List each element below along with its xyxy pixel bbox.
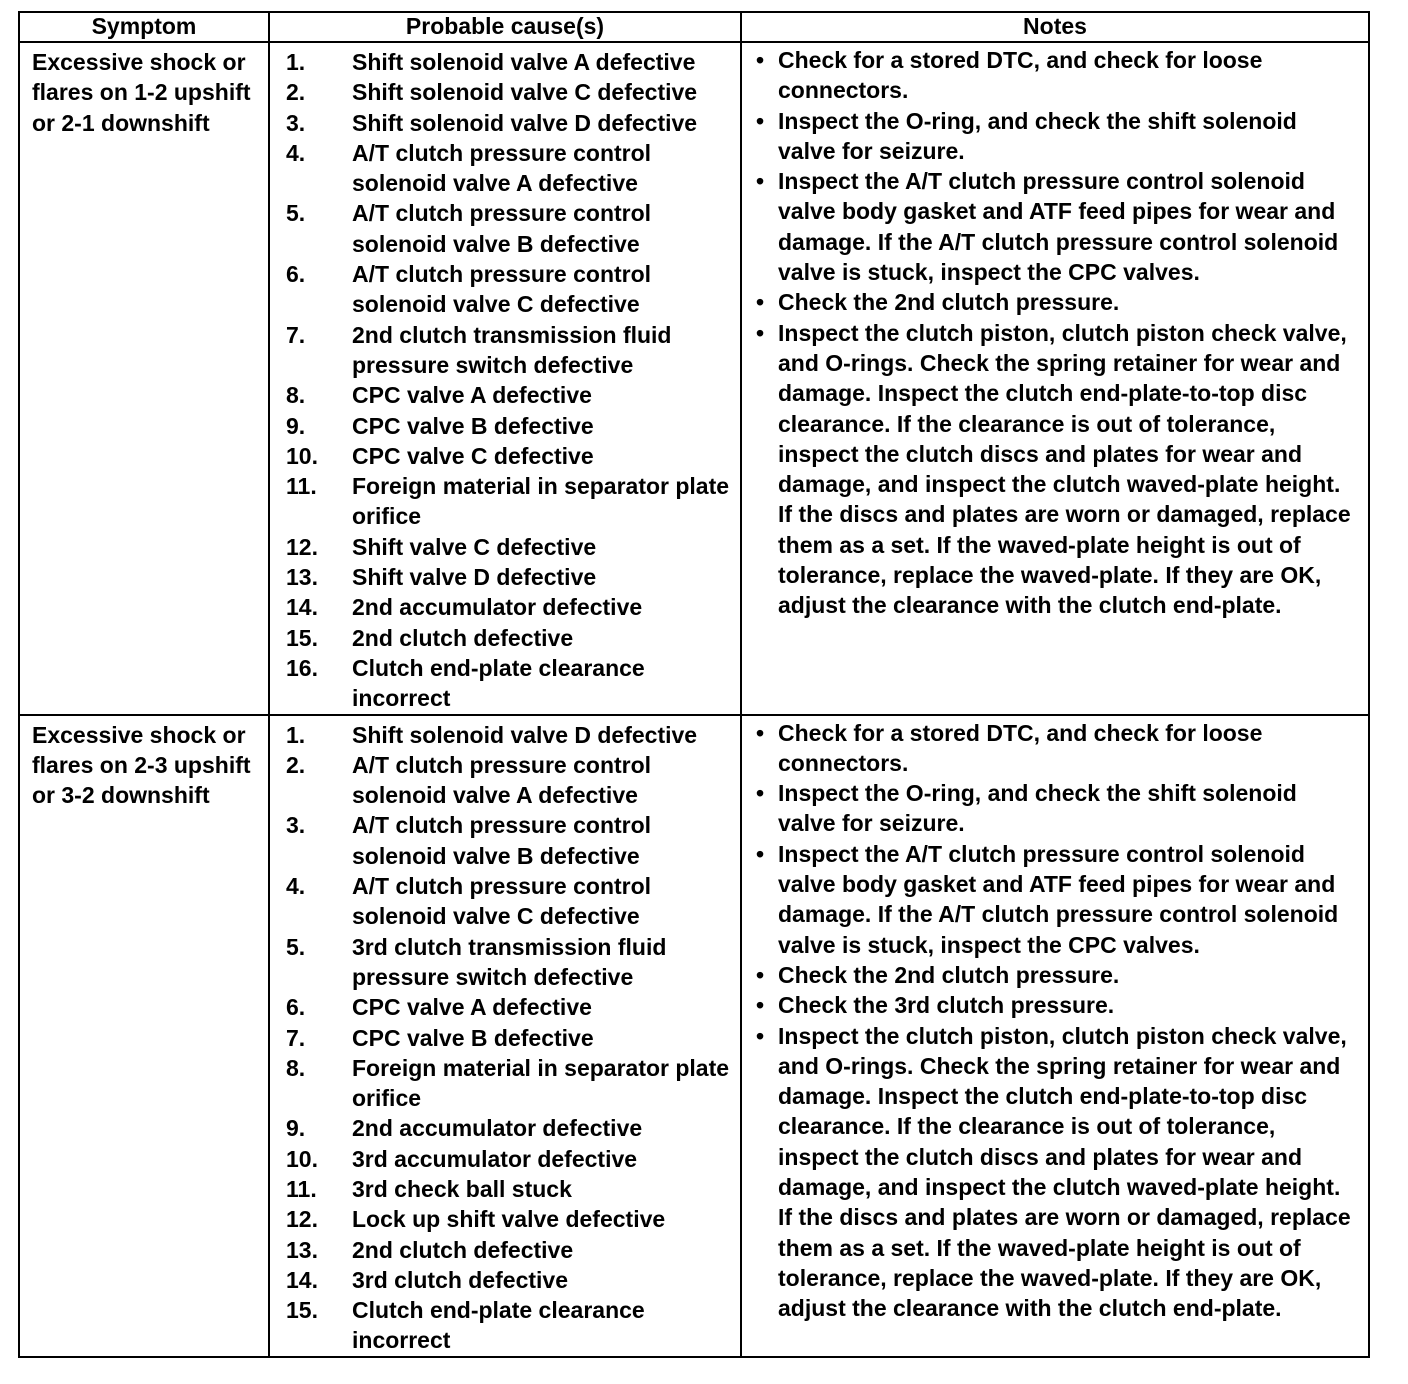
cause-item — [270, 1023, 740, 1053]
note-item — [756, 287, 1356, 317]
symptom-text: Excessive shock or flares on 2-3 upshift or 3-2 downshift — [32, 721, 251, 809]
probable-causes-header: Probable cause(s) — [269, 12, 741, 42]
cause-number: 13. — [286, 1236, 318, 1263]
notes-cell — [741, 42, 1369, 715]
cause-number: 14. — [286, 1266, 318, 1293]
cause-text: 3rd check ball stuck — [352, 1175, 572, 1202]
cause-number: 11. — [286, 473, 317, 500]
note-text: Inspect the A/T clutch pressure control solenoid valve body gasket and ATF feed pipes for wear and damage. If the A/T clutch pressure control solenoid valve is stuck, inspect the CPC valves. — [778, 168, 1339, 286]
cause-item — [270, 1295, 740, 1356]
note-item — [756, 960, 1356, 990]
cause-text: A/T clutch pressure control solenoid valve C defective — [352, 261, 652, 318]
bullet-icon: • — [756, 719, 765, 746]
cause-number: 1. — [286, 721, 306, 748]
cause-item — [270, 1053, 740, 1114]
cause-number: 8. — [286, 382, 306, 409]
cause-item — [270, 1204, 740, 1234]
notes-list — [742, 43, 1368, 621]
bullet-icon: • — [756, 1022, 765, 1049]
symptom-cell — [19, 715, 269, 1357]
note-item — [756, 839, 1356, 960]
note-text: Inspect the O-ring, and check the shift solenoid valve for seizure. — [778, 107, 1297, 164]
cause-number: 2. — [286, 751, 306, 778]
cause-number: 15. — [286, 1297, 318, 1324]
note-item — [756, 778, 1356, 839]
cause-text: A/T clutch pressure control solenoid valve B defective — [352, 812, 652, 869]
note-item — [756, 718, 1356, 779]
symptom-text: Excessive shock or flares on 1-2 upshift or 2-1 downshift — [32, 49, 251, 136]
cause-text: 3rd clutch defective — [352, 1266, 569, 1293]
note-item — [756, 318, 1356, 621]
cause-item — [270, 1113, 740, 1143]
cause-item — [270, 380, 740, 410]
cause-text: A/T clutch pressure control solenoid valve C defective — [352, 873, 652, 930]
cause-number: 6. — [286, 261, 306, 288]
cause-item — [270, 259, 740, 320]
cause-item — [270, 810, 740, 871]
cause-text: Shift solenoid valve D defective — [352, 109, 698, 136]
cause-text: 2nd accumulator defective — [352, 1115, 643, 1142]
cause-text: Clutch end-plate clearance incorrect — [352, 654, 645, 712]
table-row — [19, 42, 1369, 715]
cause-list — [270, 43, 740, 714]
cause-number: 4. — [286, 873, 306, 900]
note-text: Check for a stored DTC, and check for loose connectors. — [778, 47, 1263, 104]
cause-number: 6. — [286, 994, 306, 1021]
cause-text: CPC valve A defective — [352, 994, 592, 1021]
note-item — [756, 1021, 1356, 1324]
bullet-icon: • — [756, 961, 765, 988]
cause-item — [270, 932, 740, 993]
cause-text: Foreign material in separator plate orifice — [352, 473, 730, 530]
cause-text: A/T clutch pressure control solenoid valve B defective — [352, 200, 652, 257]
cause-item — [270, 720, 740, 750]
note-item — [756, 106, 1356, 167]
cause-text: Shift valve C defective — [352, 533, 597, 560]
cause-text: 3rd accumulator defective — [352, 1145, 638, 1172]
cause-number: 15. — [286, 624, 318, 651]
header-row — [19, 12, 1369, 42]
cause-item — [270, 1174, 740, 1204]
cause-text: Shift solenoid valve A defective — [352, 49, 696, 75]
cause-number: 9. — [286, 412, 306, 439]
cause-number: 12. — [286, 1206, 318, 1233]
bullet-icon: • — [756, 780, 765, 807]
cause-list — [270, 716, 740, 1356]
bullet-icon: • — [756, 47, 765, 73]
cause-item — [270, 1265, 740, 1295]
cause-number: 9. — [286, 1115, 306, 1142]
bullet-icon: • — [756, 168, 765, 195]
note-text: Inspect the clutch piston, clutch piston check valve, and O-rings. Check the spring retainer for wear and damage. Inspect the clutch end-plate-to-top disc clearance. If the clearance is out of tolerance, inspect the clutch discs and plates for wear and damage, and inspect the clutch waved-plate height. If the discs and plates are worn or damaged, replace them as a set. If the waved-plate height is out of tolerance, replace the waved-plate. If they are OK, adjust the clearance with the clutch end-plate. — [778, 319, 1351, 619]
notes-cell — [741, 715, 1369, 1357]
cause-text: CPC valve C defective — [352, 442, 594, 469]
notes-header: Notes — [741, 12, 1369, 42]
cause-item — [270, 77, 740, 107]
cause-number: 5. — [286, 200, 306, 227]
cause-text: Clutch end-plate clearance incorrect — [352, 1297, 645, 1354]
note-item — [756, 166, 1356, 287]
cause-item — [270, 471, 740, 532]
note-item — [756, 990, 1356, 1020]
cause-text: 2nd clutch transmission fluid pressure switch defective — [352, 321, 672, 378]
cause-number: 5. — [286, 933, 306, 960]
note-text: Inspect the O-ring, and check the shift solenoid valve for seizure. — [778, 780, 1297, 837]
cause-number: 11. — [286, 1175, 317, 1202]
bullet-icon: • — [756, 289, 765, 316]
cause-text: A/T clutch pressure control solenoid valve A defective — [352, 139, 652, 197]
cause-item — [270, 47, 740, 77]
notes-list — [742, 716, 1368, 1324]
cause-item — [270, 871, 740, 932]
note-item — [756, 45, 1356, 106]
cause-item — [270, 108, 740, 138]
cause-item — [270, 138, 740, 199]
note-text: Check the 3rd clutch pressure. — [778, 992, 1115, 1019]
note-text: Inspect the A/T clutch pressure control solenoid valve body gasket and ATF feed pipes for wear and damage. If the A/T clutch pressure control solenoid valve is stuck, inspect the CPC valves. — [778, 840, 1339, 958]
cause-text: Shift solenoid valve C defective — [352, 79, 698, 106]
note-text: Check the 2nd clutch pressure. — [778, 289, 1120, 316]
cause-item — [270, 411, 740, 441]
cause-number: 10. — [286, 1145, 318, 1172]
cause-item — [270, 441, 740, 471]
cause-item — [270, 562, 740, 592]
cause-text: 2nd accumulator defective — [352, 594, 643, 621]
cause-text: CPC valve B defective — [352, 412, 594, 439]
cause-text: CPC valve A defective — [352, 382, 592, 409]
troubleshooting-table — [18, 11, 1370, 1358]
symptom-cell — [19, 42, 269, 715]
note-text: Check for a stored DTC, and check for loose connectors. — [778, 719, 1263, 776]
cause-item — [270, 198, 740, 259]
cause-text: 3rd clutch transmission fluid pressure switch defective — [352, 933, 667, 990]
cause-item — [270, 592, 740, 622]
cause-number: 1. — [286, 49, 306, 75]
note-text: Inspect the clutch piston, clutch piston check valve, and O-rings. Check the spring retainer for wear and damage. Inspect the clutch end-plate-to-top disc clearance. If the clearance is out of tolerance, inspect the clutch discs and plates for wear and damage, and inspect the clutch waved-plate height. If the discs and plates are worn or damaged, replace them as a set. If the waved-plate height is out of tolerance, replace the waved-plate. If they are OK, adjust the clearance with the clutch end-plate. — [778, 1022, 1351, 1322]
bullet-icon: • — [756, 992, 765, 1019]
symptom-header: Symptom — [19, 12, 269, 42]
note-text: Check the 2nd clutch pressure. — [778, 961, 1120, 988]
cause-item — [270, 653, 740, 714]
cause-number: 7. — [286, 1024, 306, 1051]
cause-number: 10. — [286, 442, 318, 469]
cause-number: 3. — [286, 812, 306, 839]
probable-causes-cell — [269, 715, 741, 1357]
cause-item — [270, 623, 740, 653]
cause-number: 3. — [286, 109, 306, 136]
bullet-icon: • — [756, 107, 765, 134]
cause-text: Shift valve D defective — [352, 564, 597, 591]
cause-number: 4. — [286, 139, 306, 166]
cause-item — [270, 750, 740, 811]
cause-number: 14. — [286, 594, 318, 621]
cause-item — [270, 320, 740, 381]
cause-number: 8. — [286, 1054, 306, 1081]
cause-number: 16. — [286, 654, 318, 681]
cause-item — [270, 1144, 740, 1174]
bullet-icon: • — [756, 840, 765, 867]
cause-text: CPC valve B defective — [352, 1024, 594, 1051]
cause-number: 12. — [286, 533, 318, 560]
table-row — [19, 715, 1369, 1357]
probable-causes-cell — [269, 42, 741, 715]
cause-item — [270, 1235, 740, 1265]
cause-item — [270, 532, 740, 562]
cause-number: 7. — [286, 321, 306, 348]
cause-item — [270, 992, 740, 1022]
bullet-icon: • — [756, 319, 765, 346]
cause-number: 13. — [286, 564, 318, 591]
cause-text: 2nd clutch defective — [352, 1236, 574, 1263]
cause-text: Foreign material in separator plate orifice — [352, 1054, 730, 1112]
cause-text: A/T clutch pressure control solenoid valve A defective — [352, 751, 652, 809]
cause-number: 2. — [286, 79, 306, 106]
cause-text: Lock up shift valve defective — [352, 1206, 666, 1233]
cause-text: Shift solenoid valve D defective — [352, 721, 698, 748]
cause-text: 2nd clutch defective — [352, 624, 574, 651]
